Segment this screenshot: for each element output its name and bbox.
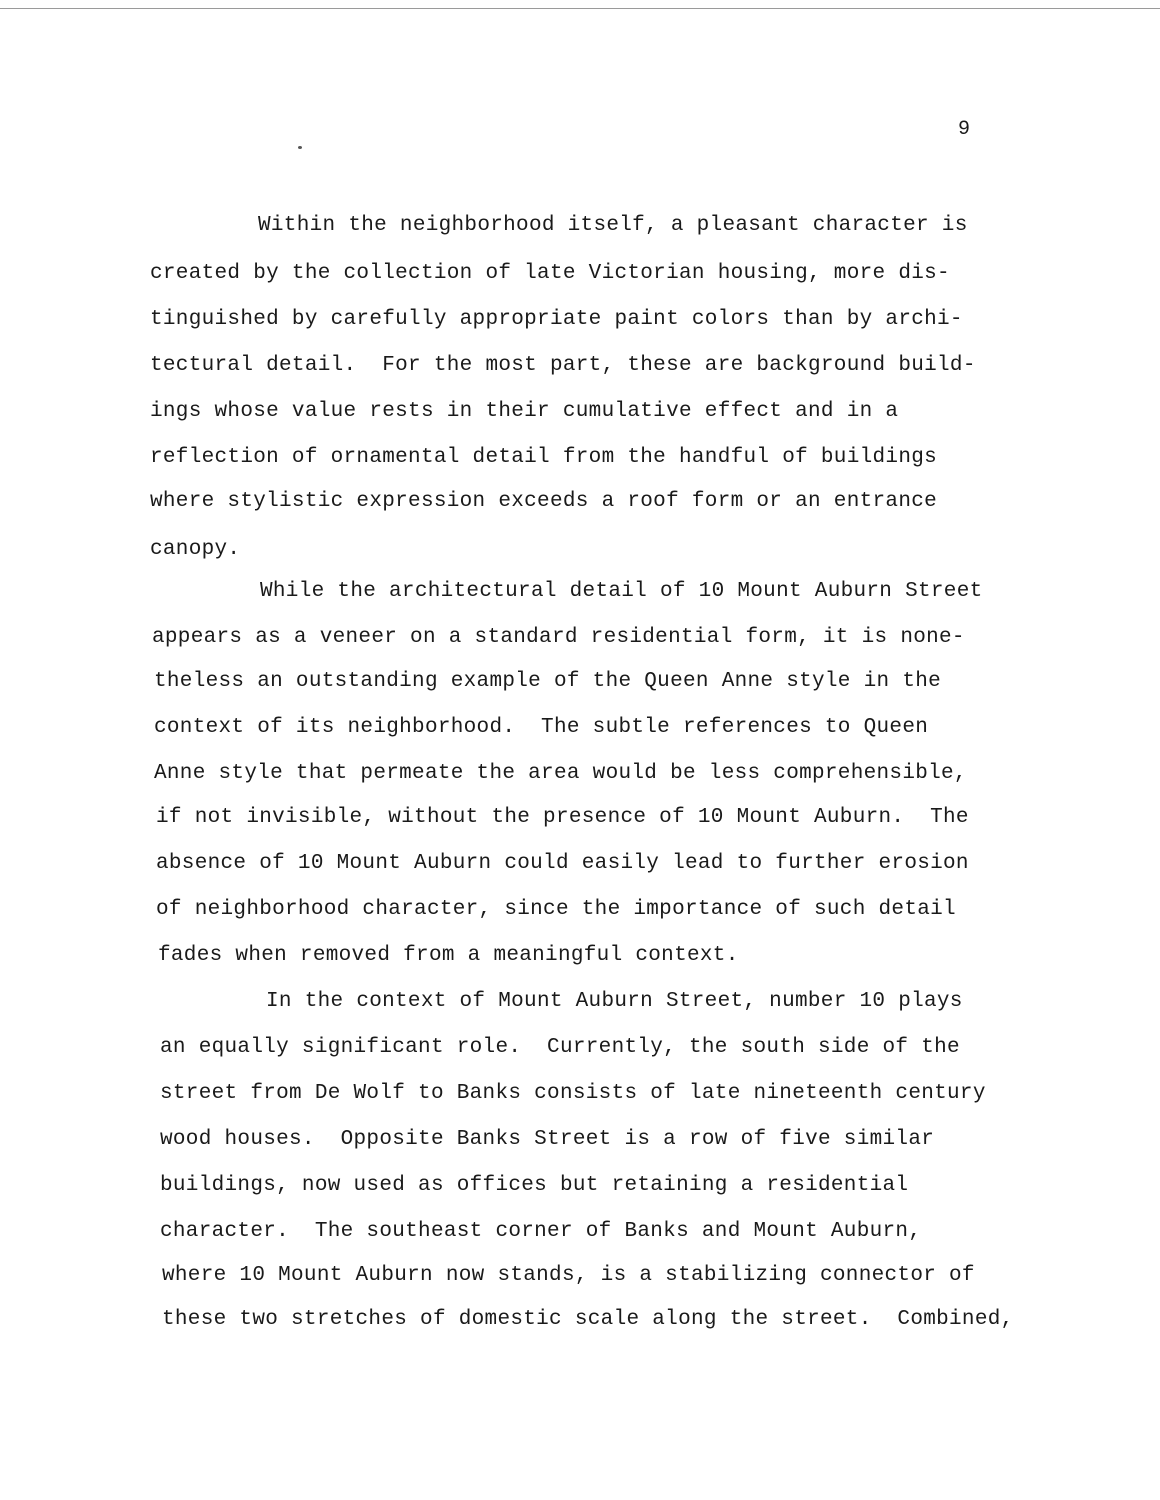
paragraph-line: an equally significant role. Currently, the south side of the <box>160 1036 960 1059</box>
paragraph-line: absence of 10 Mount Auburn could easily lead to further erosion <box>156 852 969 875</box>
paragraph-line: appears as a veneer on a standard residential form, it is none- <box>152 626 965 649</box>
paragraph-line: context of its neighborhood. The subtle references to Queen <box>154 716 929 739</box>
paragraph-line: Anne style that permeate the area would be less comprehensible, <box>154 762 967 785</box>
paragraph-line: where stylistic expression exceeds a roof form or an entrance <box>150 490 938 513</box>
paragraph-line: fades when removed from a meaningful context. <box>158 944 739 967</box>
paragraph-line: character. The southeast corner of Banks and Mount Auburn, <box>160 1220 922 1243</box>
paragraph-line: reflection of ornamental detail from the handful of buildings <box>150 446 938 469</box>
paragraph-1-first-line: Within the neighborhood itself, a pleasant character is <box>258 214 968 237</box>
page-number: 9 <box>958 118 971 141</box>
paragraph-line: where 10 Mount Auburn now stands, is a stabilizing connector of <box>162 1264 975 1287</box>
scan-speck <box>298 146 302 149</box>
paragraph-line: buildings, now used as offices but retaining a residential <box>160 1174 909 1197</box>
paragraph-line: street from De Wolf to Banks consists of late nineteenth century <box>160 1082 986 1105</box>
paragraph-2-first-line: While the architectural detail of 10 Mount Auburn Street <box>260 580 983 603</box>
paragraph-line: created by the collection of late Victorian housing, more dis- <box>150 262 950 285</box>
paragraph-line: wood houses. Opposite Banks Street is a row of five similar <box>160 1128 935 1151</box>
paragraph-line: of neighborhood character, since the importance of such detail <box>156 898 956 921</box>
scan-edge-rule <box>0 8 1160 9</box>
paragraph-line: theless an outstanding example of the Queen Anne style in the <box>154 670 942 693</box>
paragraph-line: tinguished by carefully appropriate paint colors than by archi- <box>150 308 963 331</box>
paragraph-3-first-line: In the context of Mount Auburn Street, number 10 plays <box>266 990 963 1013</box>
paragraph-line: tectural detail. For the most part, these are background build- <box>150 354 976 377</box>
paragraph-line: ings whose value rests in their cumulative effect and in a <box>150 400 899 423</box>
paragraph-line: these two stretches of domestic scale along the street. Combined, <box>162 1308 1014 1331</box>
paragraph-line: canopy. <box>150 538 241 561</box>
paragraph-line: if not invisible, without the presence of 10 Mount Auburn. The <box>156 806 969 829</box>
